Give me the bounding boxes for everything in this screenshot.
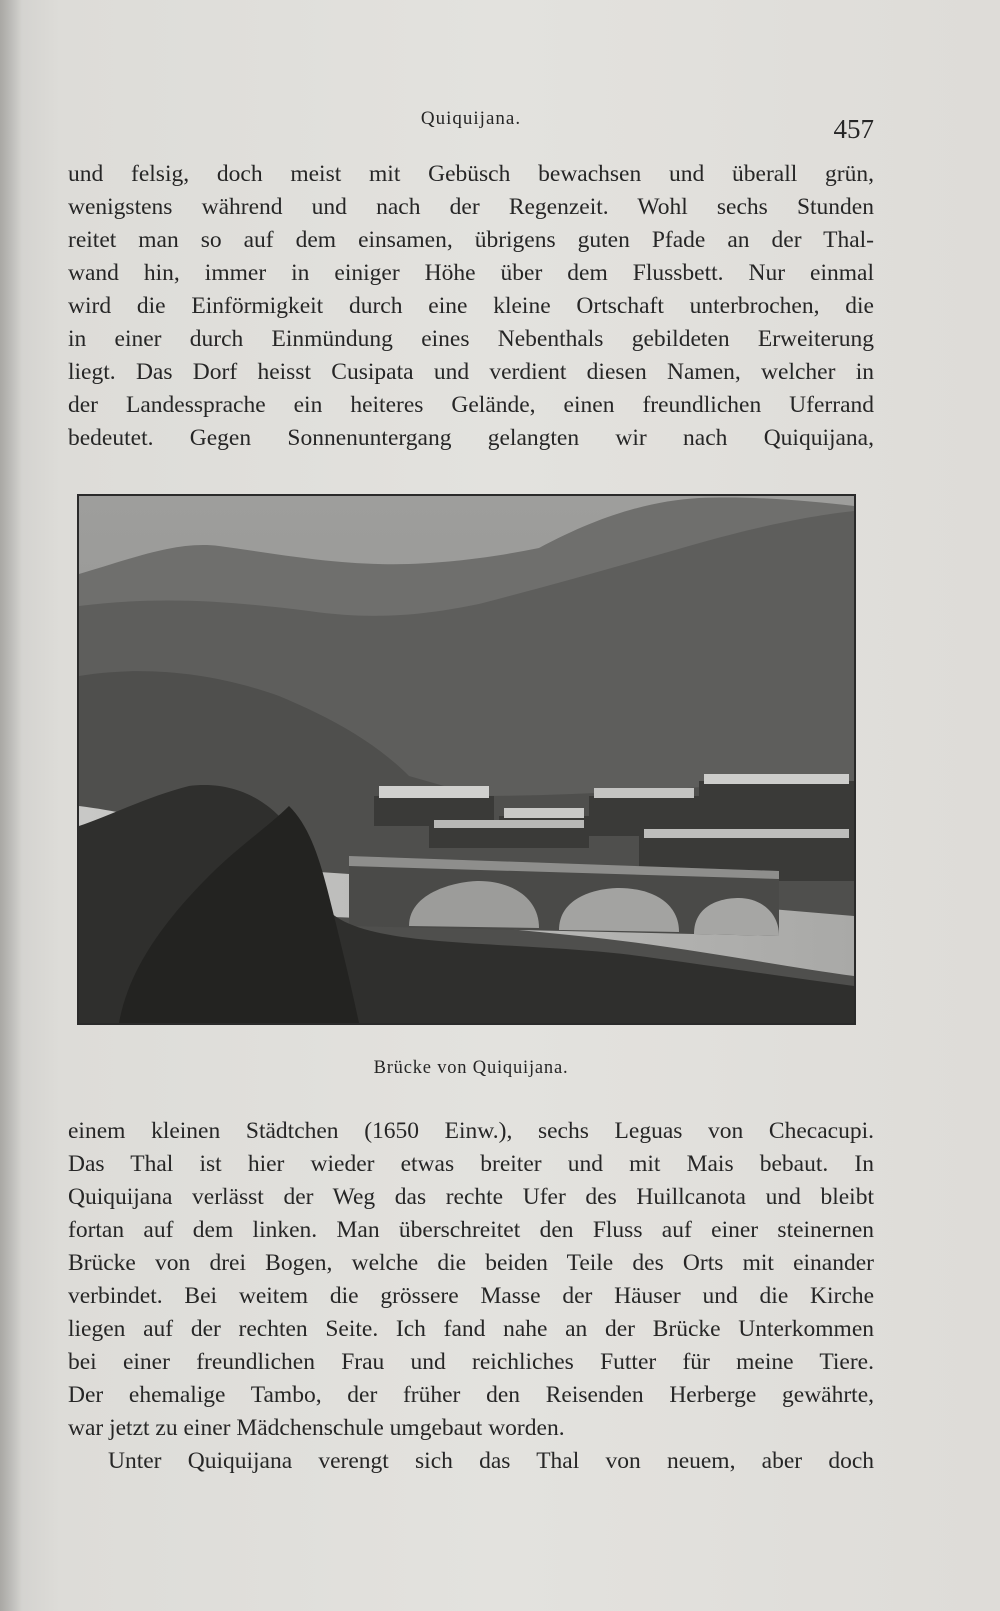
text-line: Das Thal ist hier wieder etwas breiter und mit Mais bebaut. In	[68, 1151, 874, 1177]
text-line: wird die Einförmigkeit durch eine kleine Ortschaft unterbrochen, die	[68, 293, 874, 319]
figure-caption: Brücke von Quiquijana.	[373, 1058, 569, 1078]
text-line: liegt. Das Dorf heisst Cusipata und verdient diesen Namen, welcher in	[68, 359, 874, 385]
text-line: Quiquijana verlässt der Weg das rechte Ufer des Huillcanota und bleibt	[68, 1184, 874, 1210]
page-header	[68, 104, 874, 144]
text-line: der Landessprache ein heiteres Gelände, einen freundlichen Uferrand	[68, 392, 874, 418]
text-line: einem kleinen Städtchen (1650 Einw.), sechs Leguas von Checacupi.	[68, 1118, 874, 1144]
text-line: und felsig, doch meist mit Gebüsch bewachsen und überall grün,	[68, 161, 874, 187]
paragraph-top	[68, 158, 874, 455]
text-line: Brücke von drei Bogen, welche die beiden Teile des Orts mit einander	[68, 1250, 874, 1276]
bridge-landscape-illustration	[79, 496, 854, 1023]
text-line: war jetzt zu einer Mädchenschule umgebaut worden.	[68, 1415, 565, 1441]
running-title: Quiquijana.	[420, 108, 522, 129]
text-line: reitet man so auf dem einsamen, übrigens guten Pfade an der Thal-	[68, 227, 874, 253]
text-line: bedeutet. Gegen Sonnenuntergang gelangten wir nach Quiquijana,	[68, 425, 874, 451]
text-line: verbindet. Bei weitem die grössere Masse der Häuser und die Kirche	[68, 1283, 874, 1309]
paragraph-bottom	[68, 1115, 874, 1478]
text-line: fortan auf dem linken. Man überschreitet den Fluss auf einer steinernen	[68, 1217, 874, 1243]
text-line: bei einer freundlichen Frau und reichliches Futter für meine Tiere.	[68, 1349, 874, 1375]
bridge-photograph	[77, 494, 856, 1025]
text-line: wenigstens während und nach der Regenzeit. Wohl sechs Stunden	[68, 194, 874, 220]
page-gutter-shadow	[0, 0, 22, 1611]
text-line: wand hin, immer in einiger Höhe über dem Flussbett. Nur einmal	[68, 260, 874, 286]
text-line: Der ehemalige Tambo, der früher den Reisenden Herberge gewährte,	[68, 1382, 874, 1408]
text-line: in einer durch Einmündung eines Nebenthals gebildeten Erweiterung	[68, 326, 874, 352]
text-line: liegen auf der rechten Seite. Ich fand nahe an der Brücke Unterkommen	[68, 1316, 874, 1342]
paragraph-next-line: Unter Quiquijana verengt sich das Thal von neuem, aber doch	[108, 1448, 874, 1474]
page-number: 457	[833, 114, 874, 144]
